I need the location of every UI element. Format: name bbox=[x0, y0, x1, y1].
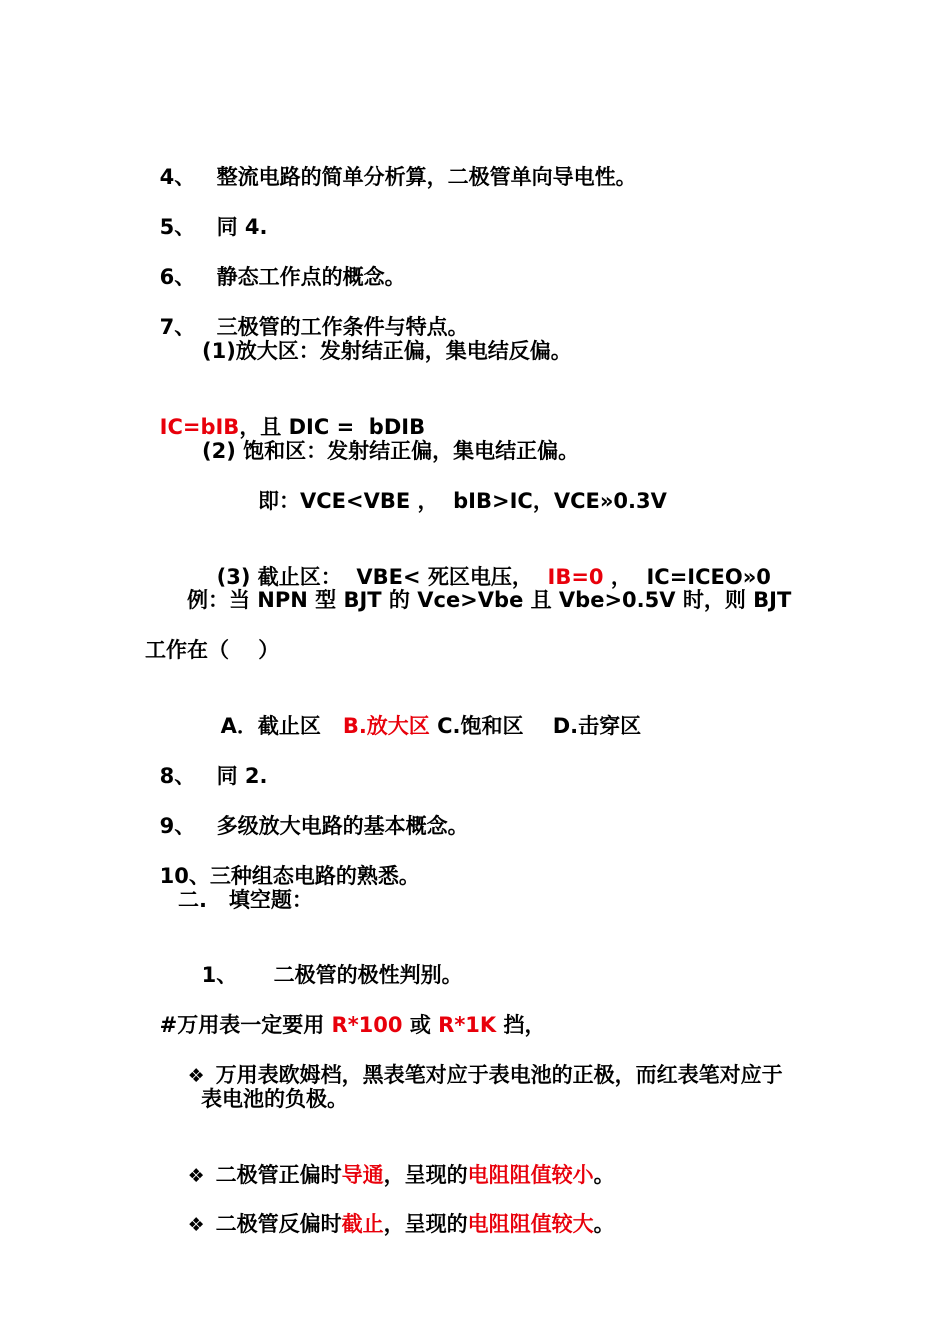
item-text: 同 2. bbox=[216, 764, 268, 788]
meter-range-r1k: R*1K bbox=[438, 1013, 497, 1037]
item-number: 6、 bbox=[159, 265, 196, 289]
diamond-bullet-icon: ❖ bbox=[187, 1214, 205, 1236]
bullet-item-1 bbox=[173, 1036, 783, 1087]
item-text: 整流电路的简单分析算，二极管单向导电性。 bbox=[216, 165, 637, 189]
bullet-text-1: 二极管正偏时 bbox=[215, 1163, 342, 1187]
item-9 bbox=[145, 787, 469, 838]
item-text: 三种组态电路的熟悉。 bbox=[209, 864, 420, 888]
cutoff-highlight: IB=0 bbox=[547, 565, 604, 589]
item-number: 1、 bbox=[201, 963, 238, 987]
option-c-d: C.饱和区 D.击穿区 bbox=[429, 714, 642, 738]
bullet-text-2: ，呈现的 bbox=[383, 1212, 468, 1236]
item-number: 7、 bbox=[159, 315, 196, 339]
diamond-bullet-icon: ❖ bbox=[187, 1165, 205, 1187]
item-text: 三极管的工作条件与特点。 bbox=[216, 315, 469, 339]
item-8 bbox=[145, 737, 268, 788]
ic-formula bbox=[145, 388, 426, 439]
diamond-bullet-icon: ❖ bbox=[187, 1065, 205, 1087]
saturation-region-text: (2) 饱和区：发射结正偏，集电结正偏。 bbox=[202, 439, 580, 463]
item-5 bbox=[145, 188, 268, 239]
cutoff-prefix: (3) 截止区： VBE< 死区电压， bbox=[216, 565, 548, 589]
item-text: 同 4. bbox=[216, 215, 268, 239]
bullet-item-2 bbox=[173, 1136, 615, 1187]
bullet-item-1-continuation: 表电池的负极。 bbox=[201, 1087, 348, 1111]
bullet-text-3: 。 bbox=[593, 1163, 615, 1187]
meter-text-1: #万用表一定要用 bbox=[159, 1013, 332, 1037]
bullet-highlight-1: 截止 bbox=[341, 1212, 384, 1236]
cutoff-suffix: ， IC=ICEO»0 bbox=[603, 565, 771, 589]
bullet-highlight-2: 电阻阻值较大 bbox=[467, 1212, 594, 1236]
bullet-item-3 bbox=[173, 1185, 615, 1236]
item-number: 8、 bbox=[159, 764, 196, 788]
bullet-highlight-2: 电阻阻值较小 bbox=[467, 1163, 594, 1187]
multimeter-note bbox=[145, 986, 546, 1037]
item-number: 4、 bbox=[159, 165, 196, 189]
meter-range-r100: R*100 bbox=[331, 1013, 403, 1037]
ic-formula-highlight: IC=bIB bbox=[159, 415, 240, 439]
item-number: 10、 bbox=[159, 864, 210, 888]
meter-text-3: 挡， bbox=[496, 1013, 546, 1037]
bullet-text-1: 二极管反偏时 bbox=[215, 1212, 342, 1236]
item-7 bbox=[145, 288, 469, 339]
item-6 bbox=[145, 238, 406, 289]
example-question-line2: 工作在（ ） bbox=[145, 638, 280, 662]
option-b-answer: B.放大区 bbox=[342, 714, 430, 738]
item-text: 二极管的极性判别。 bbox=[273, 963, 463, 987]
item-text: 静态工作点的概念。 bbox=[216, 265, 406, 289]
item-number: 9、 bbox=[159, 814, 196, 838]
section-item-1 bbox=[187, 936, 463, 987]
bullet-highlight-1: 导通 bbox=[341, 1163, 384, 1187]
cutoff-region-text bbox=[202, 538, 771, 589]
option-a: A．截止区 bbox=[220, 714, 343, 738]
bullet-text-2: ，呈现的 bbox=[383, 1163, 468, 1187]
item-number: 5、 bbox=[159, 215, 196, 239]
example-options bbox=[206, 687, 642, 738]
item-text: 多级放大电路的基本概念。 bbox=[216, 814, 469, 838]
ic-formula-rest: ，且 DIC = bDIB bbox=[239, 415, 426, 439]
section-heading: 二. 填空题： bbox=[178, 888, 313, 912]
bullet-text-3: 。 bbox=[593, 1212, 615, 1236]
example-question-line1: 例：当 NPN 型 BJT 的 Vce>Vbe 且 Vbe>0.5V 时，则 BJT bbox=[187, 588, 792, 612]
item-10 bbox=[145, 837, 420, 888]
active-region-text: (1)放大区：发射结正偏，集电结反偏。 bbox=[202, 339, 572, 363]
meter-text-2: 或 bbox=[402, 1013, 439, 1037]
bullet-text: 万用表欧姆档，黑表笔对应于表电池的正极，而红表笔对应于 bbox=[215, 1063, 783, 1087]
saturation-condition: 即：VCE<VBE ， bIB>IC，VCE»0.3V bbox=[258, 489, 667, 513]
item-4 bbox=[145, 138, 637, 189]
